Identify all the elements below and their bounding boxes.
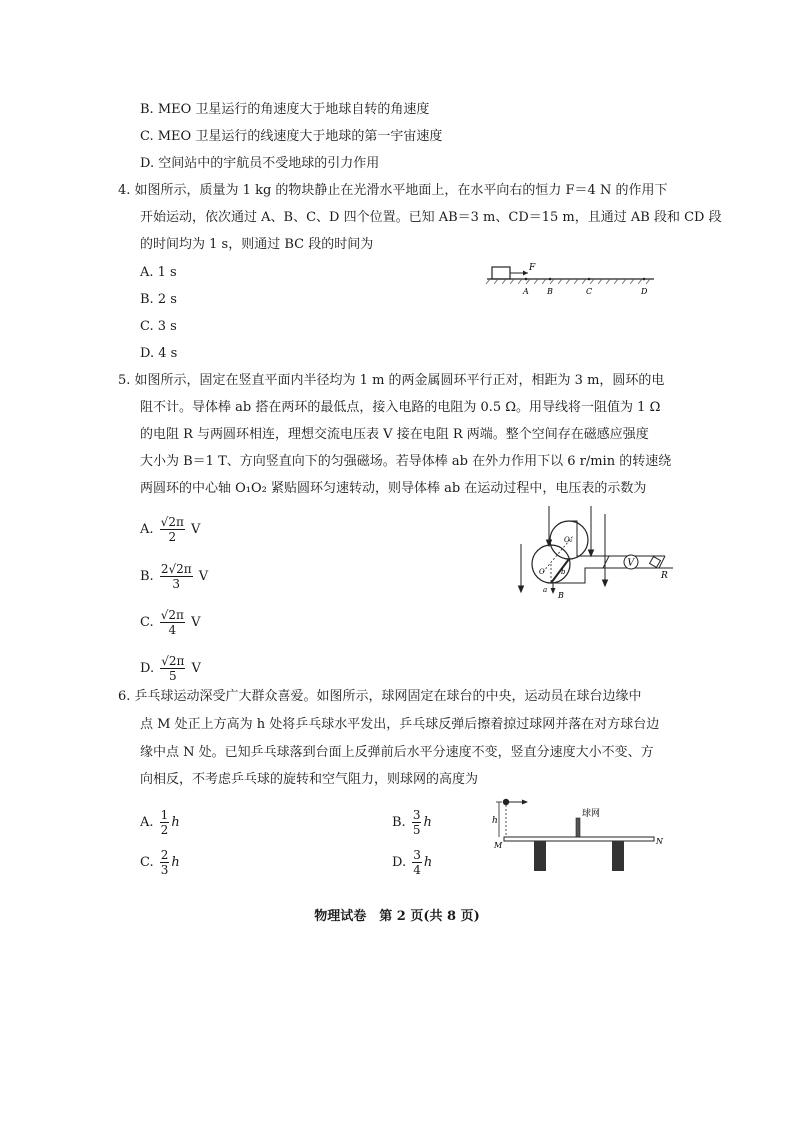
- q6-option-c-numerator: 2: [160, 848, 169, 862]
- q6-leg-left: [534, 841, 546, 871]
- q6-label-net: 球网: [582, 809, 601, 819]
- q6-option-c-fraction: [160, 848, 170, 877]
- q6-option-d-var: h: [423, 855, 433, 870]
- q5-option-a-unit: V: [190, 522, 201, 537]
- q6-option-c-var: h: [171, 855, 180, 870]
- q6-option-a-numerator: 1: [160, 808, 169, 822]
- q5-option-b-label: B.: [140, 569, 154, 584]
- q5-option-a-label: A.: [140, 522, 154, 537]
- q5-option-d: [140, 654, 201, 683]
- q6-option-b: [392, 808, 432, 837]
- q4-stem-line2: 开始运动，依次通过 A、B、C、D 四个位置。已知 AB＝3 m、CD＝15 m，且通过 AB 段和 CD 段: [140, 210, 722, 225]
- q5-label-o2: O₂: [564, 536, 573, 544]
- q6-stem-line4: 向相反，不考虑乒乓球的旋转和空气阻力，则球网的高度为: [140, 772, 479, 787]
- q3-option-c: C. MEO 卫星运行的线速度大于地球的第一宇宙速度: [140, 129, 443, 144]
- q5-option-a-denominator: 2: [168, 530, 177, 544]
- q4-point-a: A: [523, 287, 529, 296]
- q5-option-c: [140, 608, 200, 637]
- q6-option-c-label: C.: [140, 855, 154, 870]
- q5-stem-line5: 两圆环的中心轴 O₁O₂ 紧贴圆环匀速转动，则导体棒 ab 在运动过程中，电压表的示数为: [140, 481, 647, 496]
- q3-option-b: B. MEO 卫星运行的角速度大于地球自转的角速度: [140, 102, 430, 117]
- q6-net: [576, 818, 580, 837]
- q4-force-label: F: [529, 263, 536, 273]
- q5-option-b-fraction: [160, 562, 193, 591]
- q6-option-a-var: h: [171, 815, 180, 830]
- q5-label-field: B: [558, 591, 564, 600]
- q6-option-a-fraction: [160, 808, 170, 837]
- q5-option-d-fraction: [160, 654, 185, 683]
- q6-leg-right: [612, 841, 624, 871]
- q4-option-a: A. 1 s: [140, 265, 177, 280]
- q6-option-b-label: B.: [392, 815, 406, 830]
- q6-option-a: [140, 808, 180, 837]
- q5-voltmeter-label: V: [627, 558, 634, 569]
- q6-stem-line3: 缘中点 N 处。已知乒乓球落到台面上反弹前后水平分速度不变，竖直分速度大小不变、方: [140, 745, 654, 760]
- q4-point-b: B: [547, 287, 553, 296]
- q6-label-m: M: [494, 841, 503, 850]
- q5-option-b-unit: V: [198, 569, 209, 584]
- q5-option-a: [140, 515, 200, 544]
- q4-option-d: D. 4 s: [140, 346, 178, 361]
- q5-option-d-numerator: √2π: [161, 654, 185, 668]
- q6-option-d-fraction: [412, 848, 422, 877]
- q4-stem-line3: 的时间均为 1 s，则通过 BC 段的时间为: [140, 237, 374, 252]
- q5-option-d-denominator: 5: [169, 669, 177, 683]
- q6-label-n: N: [656, 837, 663, 846]
- q5-figure: [513, 504, 673, 602]
- q6-table: [504, 837, 654, 841]
- q5-option-c-denominator: 4: [168, 623, 177, 637]
- q5-label-o1: O: [539, 568, 545, 576]
- q5-resistor: [650, 557, 661, 568]
- q5-option-a-fraction: [160, 515, 185, 544]
- q6-stem-line1: 6. 乒乓球运动深受广大群众喜爱。如图所示，球网固定在球台的中央，运动员在球台边缘中: [118, 689, 642, 704]
- q5-rod-ab: [551, 559, 569, 583]
- q5-option-a-numerator: √2π: [160, 515, 184, 529]
- q5-stem-line1: 5. 如图所示，固定在竖直平面内半径均为 1 m 的两金属圆环平行正对，相距为 3 m，圆环的电: [118, 373, 665, 388]
- q6-option-a-denominator: 2: [160, 823, 169, 837]
- q4-block: [492, 267, 510, 279]
- q6-figure: [490, 796, 670, 876]
- q6-option-c-denominator: 3: [160, 863, 169, 877]
- q4-point-c: C: [586, 287, 593, 296]
- q6-option-c: [140, 848, 180, 877]
- q5-option-d-label: D.: [140, 661, 155, 676]
- q4-option-b: B. 2 s: [140, 292, 177, 307]
- q4-option-c: C. 3 s: [140, 319, 177, 334]
- q6-option-b-var: h: [423, 815, 432, 830]
- q6-option-a-label: A.: [140, 815, 154, 830]
- q6-option-d-numerator: 3: [413, 848, 421, 862]
- q6-option-d: [392, 848, 432, 877]
- q5-stem-line3: 的电阻 R 与两圆环相连，理想交流电压表 V 接在电阻 R 两端。整个空间存在磁感应强度: [140, 427, 649, 442]
- q3-option-d: D. 空间站中的宇航员不受地球的引力作用: [140, 156, 380, 171]
- q4-stem-line1: 4. 如图所示，质量为 1 kg 的物块静止在光滑水平地面上，在水平向右的恒力 F＝4 N 的作用下: [118, 183, 668, 198]
- q5-option-c-numerator: √2π: [160, 608, 184, 622]
- q5-option-b-numerator: 2√2π: [160, 562, 192, 576]
- q5-option-c-label: C.: [140, 615, 154, 630]
- q5-label-a-end: a: [543, 586, 548, 594]
- q6-option-b-numerator: 3: [412, 808, 421, 822]
- q5-stem-line2: 阻不计。导体棒 ab 搭在两环的最低点，接入电路的电阻为 0.5 Ω。用导线将一阻值为 1 Ω: [140, 400, 661, 415]
- q4-figure: [484, 256, 664, 300]
- q6-ball: [503, 799, 509, 805]
- page-footer: 物理试卷 第 2 页(共 8 页): [314, 909, 480, 924]
- q6-label-h: h: [492, 816, 498, 826]
- q6-stem-line2: 点 M 处正上方高为 h 处将乒乓球水平发出，乒乓球反弹后擦着掠过球网并落在对方球台边: [140, 717, 660, 732]
- q5-stem-line4: 大小为 B＝1 T、方向竖直向下的匀强磁场。若导体棒 ab 在外力作用下以 6 r/min 的转速绕: [140, 454, 672, 469]
- q5-label-b-end: b: [561, 568, 566, 576]
- q4-point-d: D: [641, 287, 648, 296]
- q5-option-b: [140, 562, 208, 591]
- q5-resistor-label: R: [661, 571, 668, 581]
- q6-option-b-fraction: [412, 808, 422, 837]
- q5-option-d-unit: V: [191, 661, 201, 676]
- q5-option-c-unit: V: [191, 615, 201, 630]
- q5-option-b-denominator: 3: [172, 577, 181, 591]
- q6-option-d-denominator: 4: [413, 863, 421, 877]
- q5-option-c-fraction: [160, 608, 185, 637]
- q6-option-d-label: D.: [392, 855, 407, 870]
- q6-option-b-denominator: 5: [412, 823, 421, 837]
